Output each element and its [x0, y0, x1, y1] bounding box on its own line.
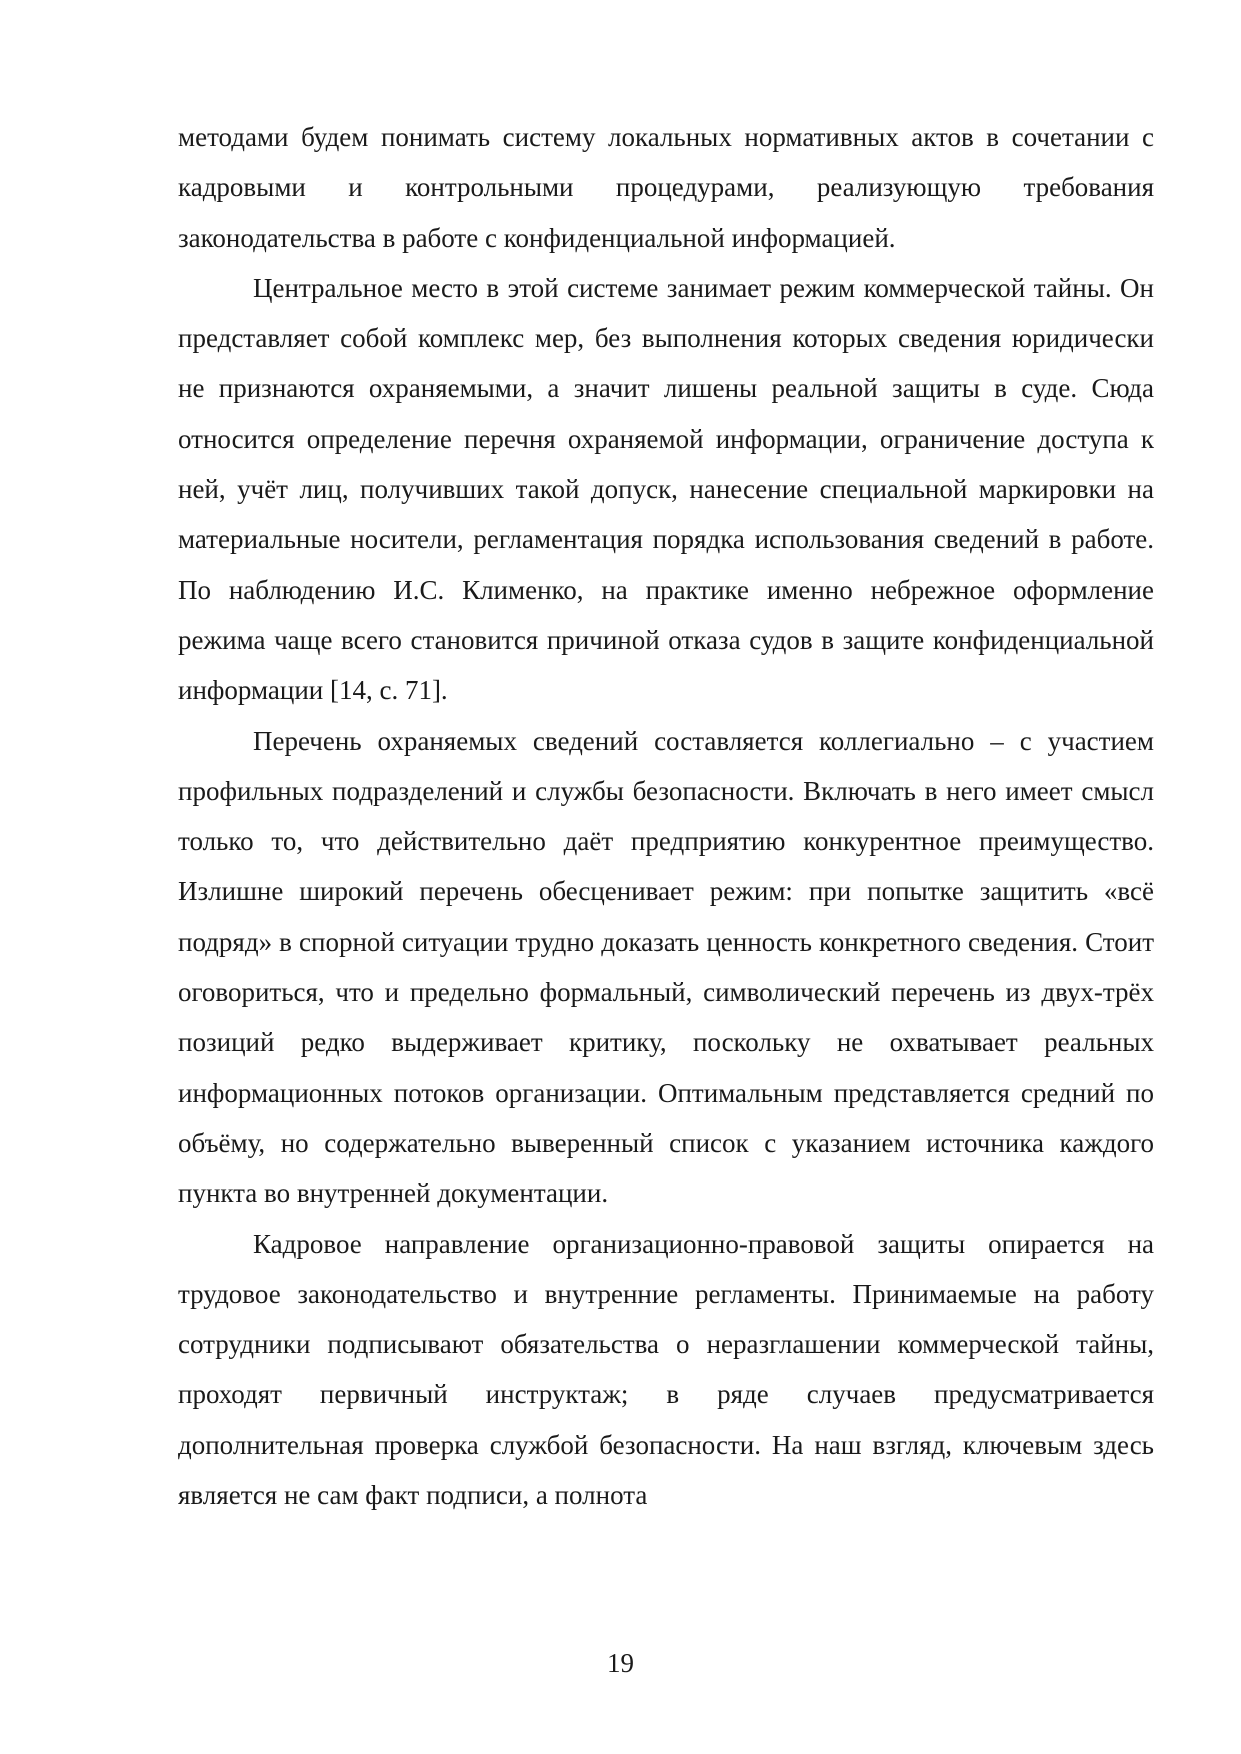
body-text: [178, 112, 1154, 1520]
paragraph-2: Центральное место в этой системе занимает режим коммерческой тайны. Он представляет собой комплекс мер, без выполнения которых сведения юридически не признаются охраняемыми, а значит лишены реальной защиты в суде. Сюда относится определение перечня охраняемой информации, ограничение доступа к ней, учёт лиц, получивших такой допуск, нанесение специальной маркировки на материальные носители, регламентация порядка использования сведений в работе. По наблюдению И.С. Клименко, на практике именно небрежное оформление режима чаще всего становится причиной отказа судов в защите конфиденциальной информации [14, с. 71].: [178, 272, 1154, 706]
paragraph-4: Кадровое направление организационно-правовой защиты опирается на трудовое законодательство и внутренние регламенты. Принимаемые на работу сотрудники подписывают обязательства о неразглашении коммерческой тайны, проходят первичный инструктаж; в ряде случаев предусматривается дополнительная проверка службой безопасности. На наш взгляд, ключевым здесь является не сам факт подписи, а полнота: [178, 1228, 1154, 1511]
page-number: 19: [607, 1648, 634, 1678]
paragraph-3: Перечень охраняемых сведений составляется коллегиально – с участием профильных подразделений и службы безопасности. Включать в него имеет смысл только то, что действительно даёт предприятию конкурентное преимущество. Излишне широкий перечень обесценивает режим: при попытке защитить «всё подряд» в спорной ситуации трудно доказать ценность конкретного сведения. Стоит оговориться, что и предельно формальный, символический перечень из двух-трёх позиций редко выдерживает критику, поскольку не охватывает реальных информационных потоков организации. Оптимальным представляется средний по объёму, но содержательно выверенный список с указанием источника каждого пункта во внутренней документации.: [178, 725, 1154, 1209]
paragraph-1: методами будем понимать систему локальных нормативных актов в сочетании с кадровыми и контрольными процедурами, реализующую требования законодательства в работе с конфиденциальной информацией.: [178, 122, 1154, 253]
